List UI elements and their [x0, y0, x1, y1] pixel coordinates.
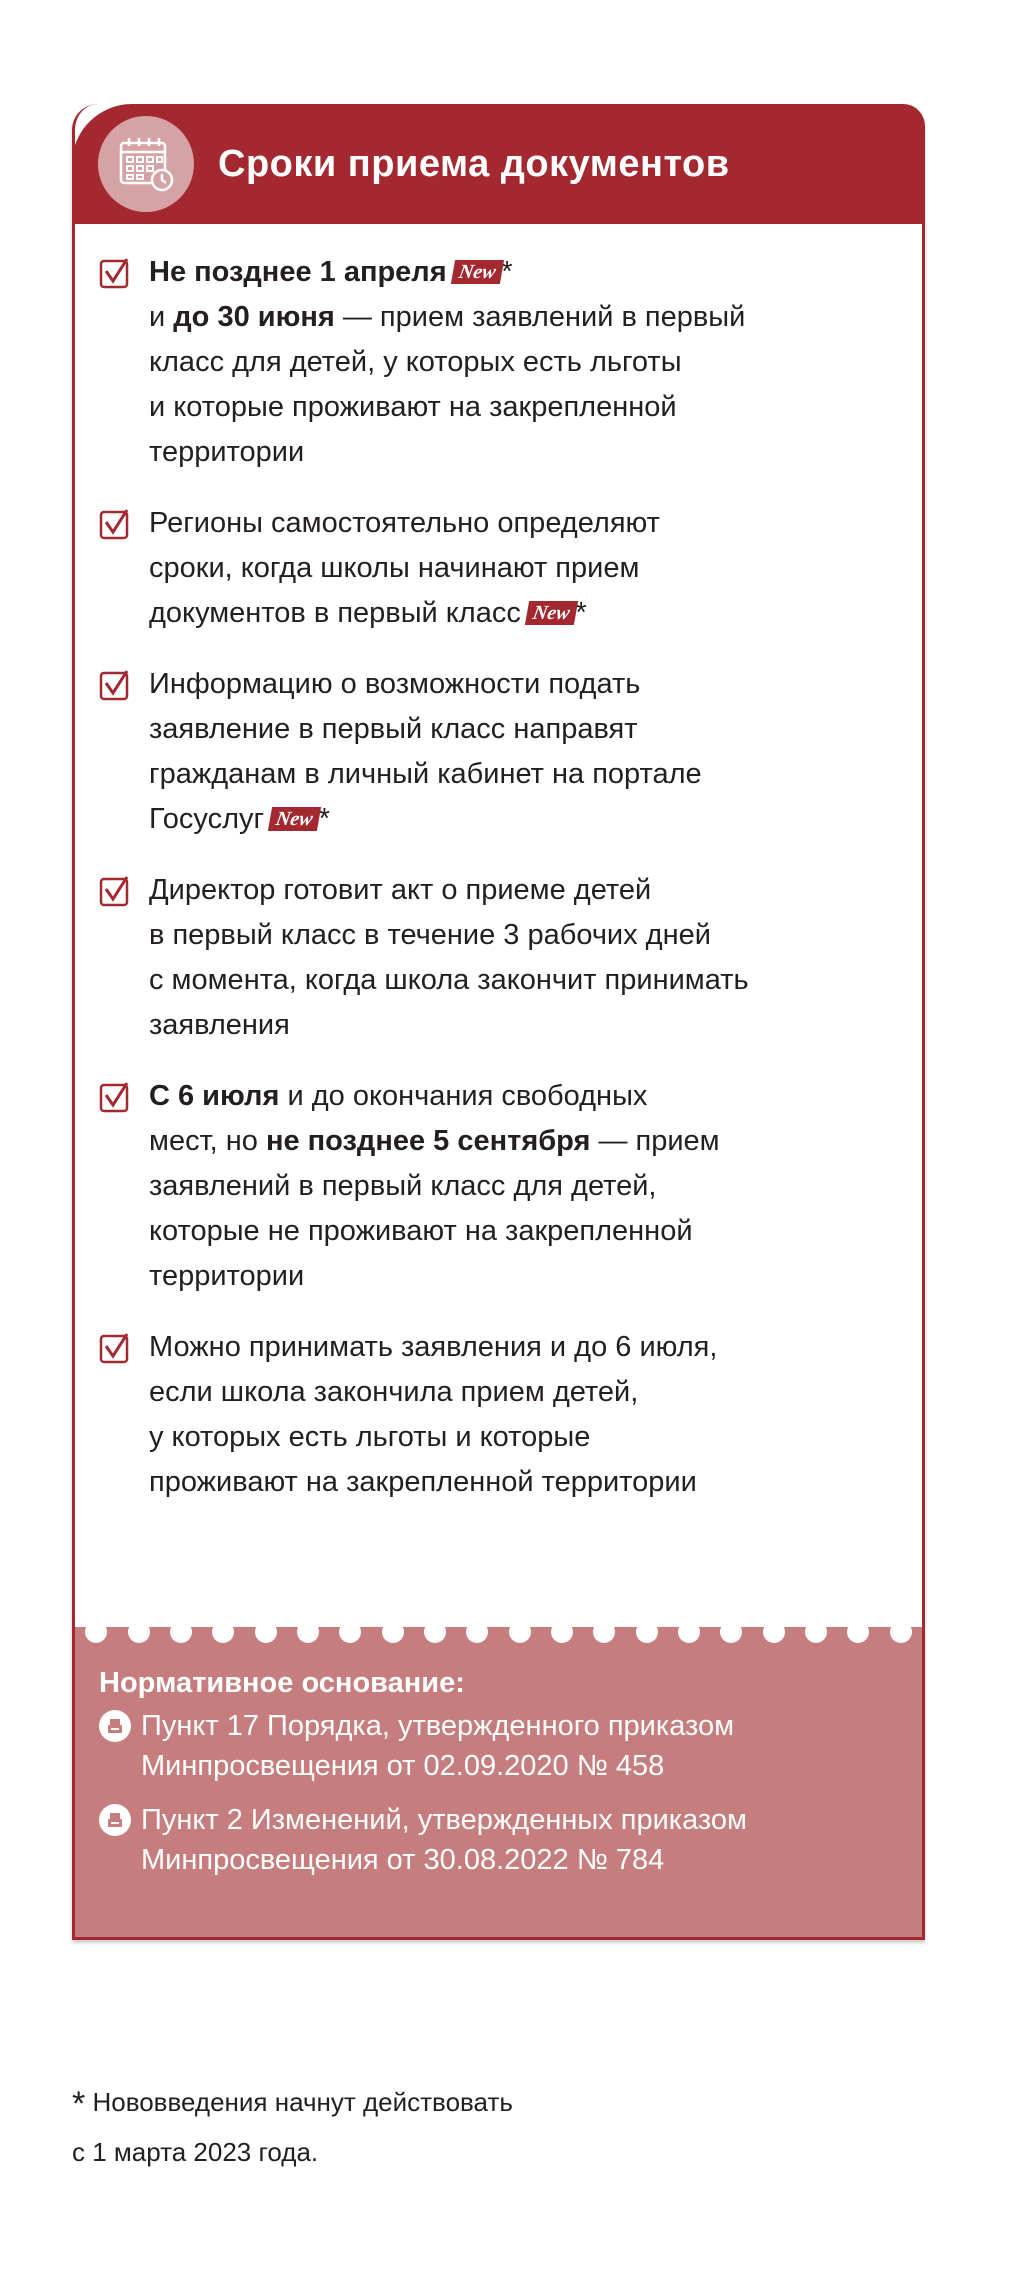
scallop — [805, 1621, 827, 1643]
legal-reference-text: Пункт 17 Порядка, утвержденного приказом Минпросвещения от 02.09.2020 № 458 — [141, 1710, 735, 1782]
scallop — [890, 1621, 912, 1643]
item-text: — прием заявлений в первый класс для детей, у которых есть льготы и которые проживают на закрепленной территории — [149, 301, 746, 468]
deadline-list — [99, 250, 892, 1531]
scallop — [128, 1621, 150, 1643]
document-icon — [99, 1710, 131, 1742]
deadline-item — [99, 662, 892, 842]
new-badge: New — [268, 807, 321, 831]
scallop — [551, 1621, 573, 1643]
scallop — [509, 1621, 531, 1643]
item-bold-text: С 6 июля — [149, 1080, 280, 1112]
scallop — [466, 1621, 488, 1643]
legal-basis-title: Нормативное основание: — [99, 1667, 465, 1699]
checkbox-check-icon — [99, 1080, 133, 1114]
scalloped-edge — [75, 1621, 922, 1641]
asterisk: * — [575, 597, 587, 629]
admission-deadlines-card — [72, 104, 925, 1940]
deadline-item-text — [149, 1074, 720, 1299]
scallop — [212, 1621, 234, 1643]
asterisk: * — [318, 803, 331, 835]
deadline-item — [99, 250, 892, 475]
deadline-item-text — [149, 501, 660, 636]
deadline-item — [99, 868, 892, 1048]
scallop — [847, 1621, 869, 1643]
card-header — [72, 104, 925, 224]
scallop — [593, 1621, 615, 1643]
scallop — [339, 1621, 361, 1643]
scallop — [424, 1621, 446, 1643]
scallop — [170, 1621, 192, 1643]
item-bold-text: Не позднее 1 апреля — [149, 256, 447, 288]
item-text: Директор готовит акт о приеме детей в первый класс в течение 3 рабочих дней с момента, когда школа закончит принимать заявления — [149, 874, 749, 1041]
scallop — [382, 1621, 404, 1643]
legal-reference — [99, 1706, 747, 1786]
scallop — [85, 1621, 107, 1643]
checkbox-check-icon — [99, 668, 133, 702]
checkbox-check-icon — [99, 507, 133, 541]
checkbox-check-icon — [99, 874, 133, 908]
asterisk: * — [501, 256, 513, 288]
deadline-item-text — [149, 868, 749, 1048]
card-title: Сроки приема документов — [218, 142, 730, 185]
item-bold-text: до 30 июня — [173, 301, 335, 333]
document-icon — [99, 1804, 131, 1836]
deadline-item — [99, 1074, 892, 1299]
footnote-asterisk: * — [72, 2085, 86, 2123]
item-text: Регионы самостоятельно определяют сроки, когда школы начинают прием документов в первый класс — [149, 507, 660, 629]
new-badge: New — [525, 601, 578, 625]
deadline-item-text — [149, 1325, 717, 1505]
legal-reference-text: Пункт 2 Изменений, утвержденных приказом Минпросвещения от 30.08.2022 № 784 — [141, 1804, 747, 1876]
deadline-item — [99, 501, 892, 636]
scallop — [255, 1621, 277, 1643]
footnote-text: Нововведения начнут действовать с 1 марта 2023 года. — [72, 2087, 513, 2167]
scallop — [678, 1621, 700, 1643]
item-text: Можно принимать заявления и до 6 июля, если школа закончила прием детей, у которых есть льготы и которые проживают на закрепленной территории — [149, 1331, 718, 1498]
item-text: — прием заявлений в первый класс для детей, которые не проживают на закрепленной территории — [149, 1125, 720, 1292]
legal-basis-section — [75, 1627, 922, 1937]
item-text: Информацию о возможности подать заявление в первый класс направят гражданам в личный кабинет на портале Госуслуг — [149, 668, 702, 835]
scallop — [636, 1621, 658, 1643]
item-bold-text: не позднее 5 сентября — [265, 1125, 591, 1157]
new-badge: New — [451, 260, 504, 284]
deadline-item-text — [149, 662, 702, 842]
checkbox-check-icon — [99, 1331, 133, 1365]
calendar-clock-icon — [98, 116, 194, 212]
item-text: и до окончания свободных мест, но — [149, 1080, 648, 1157]
legal-reference — [99, 1800, 747, 1880]
deadline-item-text — [149, 250, 745, 475]
scallop — [763, 1621, 785, 1643]
scallop — [720, 1621, 742, 1643]
item-text: и — [149, 301, 166, 333]
checkbox-check-icon — [99, 256, 133, 290]
deadline-item — [99, 1325, 892, 1505]
scallop — [297, 1621, 319, 1643]
footnote — [72, 2078, 513, 2176]
